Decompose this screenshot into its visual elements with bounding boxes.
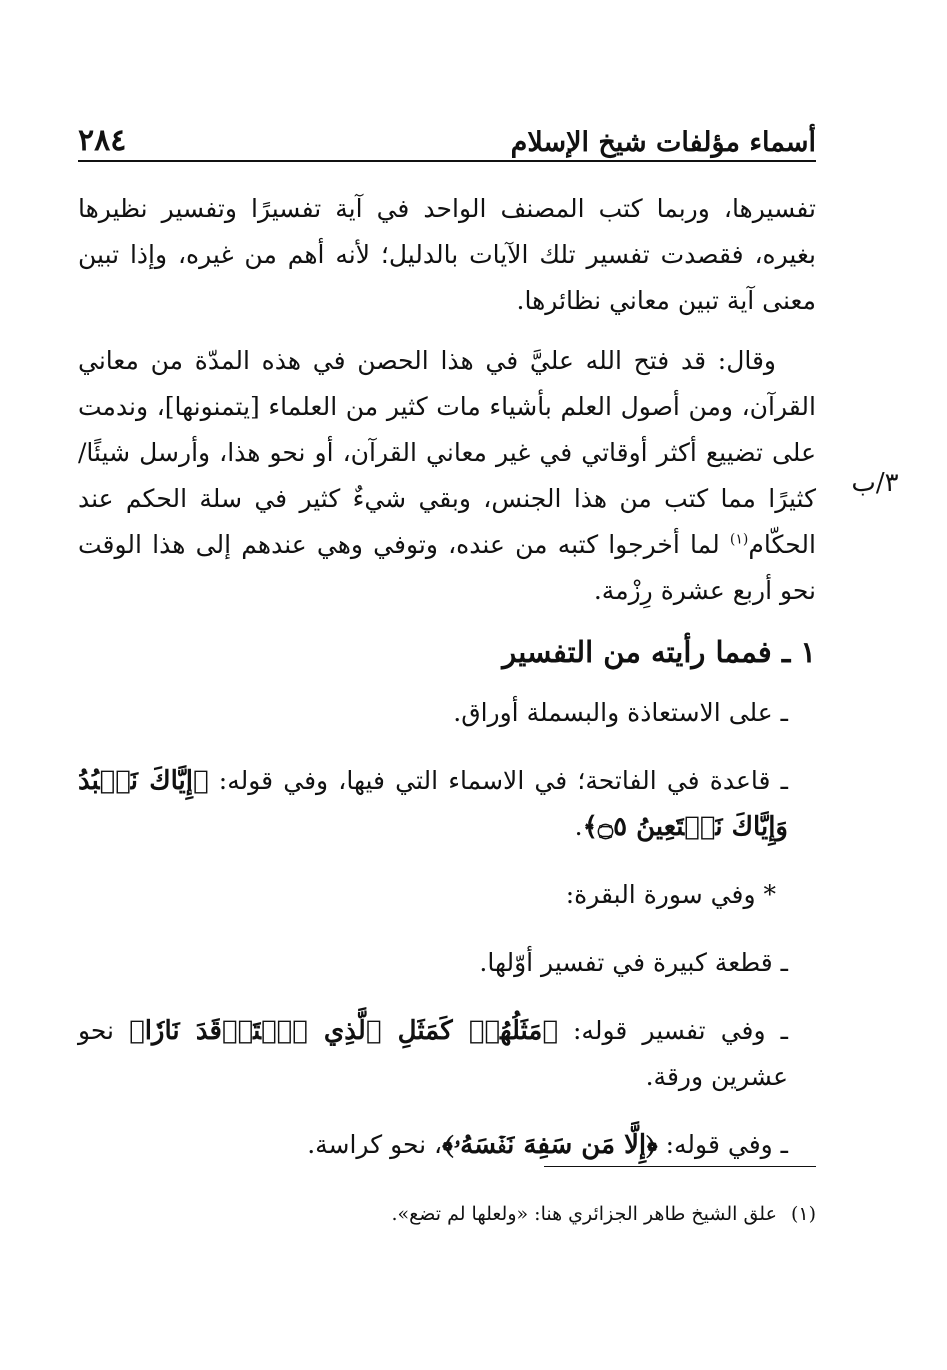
main-text <box>78 186 816 1168</box>
list-item-safiha-end: ، نحو كراسة. <box>307 1130 443 1159</box>
list-item-fatiha <box>78 758 816 850</box>
page-header <box>78 118 816 162</box>
quran-verse-safiha: ﴿إِلَّا مَن سَفِهَ نَفۡسَهُۥ﴾ <box>442 1130 658 1160</box>
running-title: أسماء مؤلفات شيخ الإسلام <box>510 127 816 158</box>
list-item-mathal <box>78 1008 816 1100</box>
list-item-safiha-text: ـ وفي قوله: <box>657 1130 788 1159</box>
margin-folio-note: ٣/ب <box>851 468 899 498</box>
spacer <box>78 614 816 628</box>
list-item-mathal-text: ـ وفي تفسير قوله: <box>557 1016 788 1045</box>
list-item-fatiha-text: ـ قاعدة في الفاتحة؛ في الاسماء التي فيها، وفي قوله: <box>208 766 788 795</box>
list-item-safiha <box>78 1122 816 1168</box>
page-number: ٢٨٤ <box>78 123 127 158</box>
quran-verse-fatiha: ﴿إِيَّاكَ نَعۡبُدُ وَإِيَّاكَ نَسۡتَعِينُ ۝٥﴾ <box>78 766 788 842</box>
paragraph-1: تفسيرها، وربما كتب المصنف الواحد في آية تفسيرًا وتفسير نظيرها بغيره، فقصدت تفسير تلك الآيات بالدليل؛ لأنه أهم من غيره، وإذا تبين معنى آية تبين معاني نظائرها. <box>78 194 816 315</box>
spacer <box>78 850 816 872</box>
spacer <box>78 324 816 338</box>
list-item-baqara-first: ـ قطعة كبيرة في تفسير أوّلها. <box>479 948 788 977</box>
footnote-divider <box>544 1166 816 1167</box>
paragraph-2-part-2: لما أخرجوا كتبه من عنده، وتوفي وهي عندهم إلى هذا الوقت نحو أربع عشرة رِزْمة. <box>78 530 816 605</box>
spacer <box>78 676 816 690</box>
spacer <box>78 736 816 758</box>
spacer <box>78 918 816 940</box>
footnote <box>78 1200 816 1228</box>
footnote-text: علق الشيخ طاهر الجزائري هنا: «ولعلها لم تضع». <box>391 1203 777 1225</box>
list-item-istiadha: ـ على الاستعاذة والبسملة أوراق. <box>453 698 788 727</box>
list-item-fatiha-end: . <box>574 812 583 841</box>
footnote-reference[interactable]: (١) <box>729 531 749 548</box>
paragraph-2 <box>78 338 816 614</box>
paragraph-2-part-1: وقال: قد فتح الله عليَّ في هذا الحصن في هذه المدّة من معاني القرآن، ومن أصول العلم بأشياء مات كثير من العلماء [يتمنونها]، وندمت على تضييع أكثر أوقاتي في غير معاني القرآن، أو نحو هذا، وأرسل شيئًا/ كثيرًا مما كتب من هذا الجنس، وبقي شيءٌ كثير في سلة الحكم عند الحكّام <box>78 346 816 559</box>
footnote-number: (١) <box>790 1203 816 1225</box>
quran-verse-mathal: ﴿مَثَلُهُمۡ كَمَثَلِ ٱلَّذِي ٱسۡتَوۡقَدَ نَارٗا﴾ <box>129 1016 558 1046</box>
list-item-mathal-end: نحو عشرين ورقة. <box>78 1016 788 1091</box>
spacer <box>78 1100 816 1122</box>
subsection-heading-baqara: * وفي سورة البقرة: <box>565 880 776 909</box>
section-heading: ١ ـ فمما رأيته من التفسير <box>502 635 816 669</box>
spacer <box>78 986 816 1008</box>
